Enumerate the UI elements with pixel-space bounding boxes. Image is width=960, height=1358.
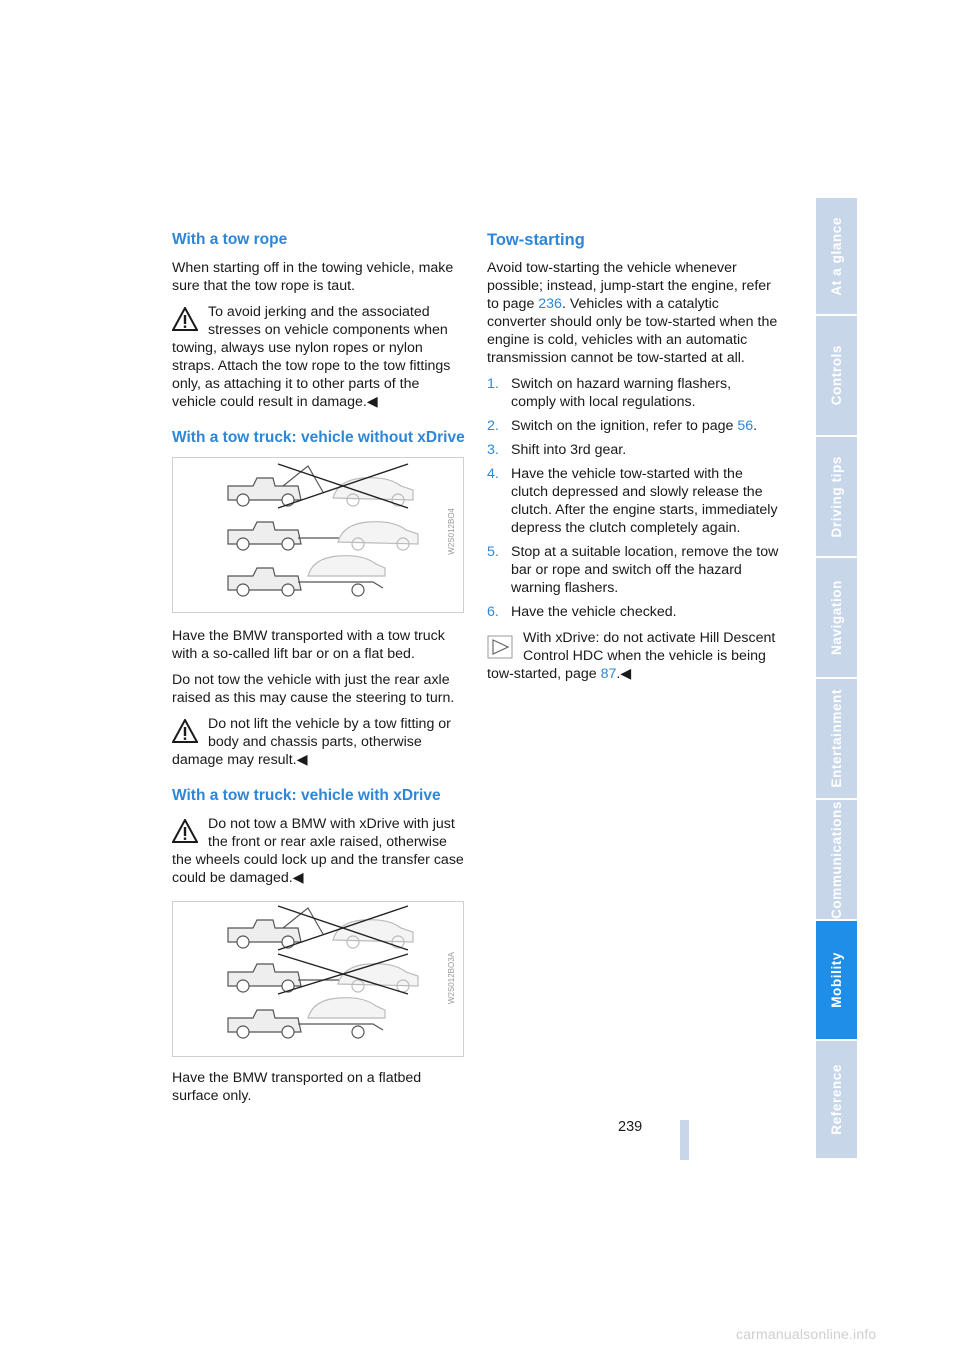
warning-note <box>172 815 464 887</box>
paragraph-intro: Avoid tow-starting the vehicle whenever possible; instead, jump-start the engine, refer to page 236. Vehicles with a catalytic converter should only be tow-started when the engine is cold, vehicles with an automatic transmission cannot be tow-started at all. <box>487 260 778 366</box>
tab-entertainment[interactable]: Entertainment <box>816 679 857 800</box>
warning-note <box>172 303 464 411</box>
list-item: 2. Switch on the ignition, refer to page 56. <box>487 418 758 434</box>
paragraph: Have the BMW transported with a tow truck with a so-called lift bar or on a flat bed. <box>172 628 445 662</box>
tow-truck-illustration <box>173 902 463 1056</box>
warning-triangle-icon <box>172 307 198 331</box>
page-number-bar <box>680 1120 689 1160</box>
towing-figure-no-xdrive <box>172 457 464 613</box>
warning-note <box>172 715 464 769</box>
page-number: 239 <box>618 1119 643 1135</box>
heading-truck-xdrive: With a tow truck: vehicle with xDrive <box>172 787 441 804</box>
figure-code: W2S012BO4 <box>447 508 456 555</box>
paragraph: Do not tow the vehicle with just the rear axle raised as this may cause the steering to turn. <box>172 672 455 706</box>
towing-figure-xdrive <box>172 901 464 1057</box>
right-column <box>487 231 779 691</box>
figure-code: W2S012BO3A <box>447 952 456 1005</box>
heading-tow-rope: With a tow rope <box>172 231 288 248</box>
tab-controls[interactable]: Controls <box>816 316 857 437</box>
list-item: 5. Stop at a suitable location, remove the tow bar or rope and switch off the hazard warning flashers. <box>487 544 779 596</box>
tab-mobility[interactable]: Mobility <box>816 921 857 1041</box>
left-column <box>172 231 464 1113</box>
list-item: 4. Have the vehicle tow-started with the clutch depressed and slowly release the clutch. After the engine starts, immediately depress the clutch completely again. <box>487 466 778 536</box>
info-note <box>487 629 779 683</box>
tab-navigation[interactable]: Navigation <box>816 558 857 679</box>
page-link[interactable]: 87 <box>600 666 617 682</box>
heading-tow-starting: Tow-starting <box>487 231 585 249</box>
list-item: 6. Have the vehicle checked. <box>487 604 677 620</box>
watermark: carmanualsonline.info <box>736 1326 877 1342</box>
page-link[interactable]: 236 <box>538 296 562 312</box>
list-item: 3. Shift into 3rd gear. <box>487 442 627 458</box>
paragraph: When starting off in the towing vehicle, make sure that the tow rope is taut. <box>172 260 454 294</box>
note-text: With xDrive: do not activate Hill Descent Control HDC when the vehicle is being tow-started, page 87.◀ <box>487 630 776 682</box>
tab-at-a-glance[interactable]: At a glance <box>816 198 857 316</box>
steps-list <box>487 375 779 621</box>
heading-truck-no-xdrive: With a tow truck: vehicle without xDrive <box>172 429 465 446</box>
warning-text: Do not lift the vehicle by a tow fitting or body and chassis parts, otherwise damage may result.◀ <box>172 716 451 768</box>
chapter-tabs <box>816 198 857 1160</box>
tab-driving-tips[interactable]: Driving tips <box>816 437 857 558</box>
warning-text: To avoid jerking and the associated stresses on vehicle components when towing, always use nylon ropes or nylon straps. Attach the tow rope to the tow fittings only, as attaching it to other parts of the vehicle could result in damage.◀ <box>172 304 451 410</box>
warning-text: Do not tow a BMW with xDrive with just the front or rear axle raised, otherwise the wheels could lock up and the transfer case could be damaged.◀ <box>172 816 464 886</box>
paragraph: Have the BMW transported on a flatbed surface only. <box>172 1070 422 1104</box>
page-link[interactable]: 56 <box>737 418 754 434</box>
tab-communications[interactable]: Communications <box>816 800 857 921</box>
warning-triangle-icon <box>172 819 198 843</box>
note-arrow-icon <box>487 635 513 659</box>
tow-truck-illustration <box>173 458 463 612</box>
list-item: 1. Switch on hazard warning flashers, comply with local regulations. <box>487 376 732 410</box>
warning-triangle-icon <box>172 719 198 743</box>
tab-reference[interactable]: Reference <box>816 1041 857 1160</box>
